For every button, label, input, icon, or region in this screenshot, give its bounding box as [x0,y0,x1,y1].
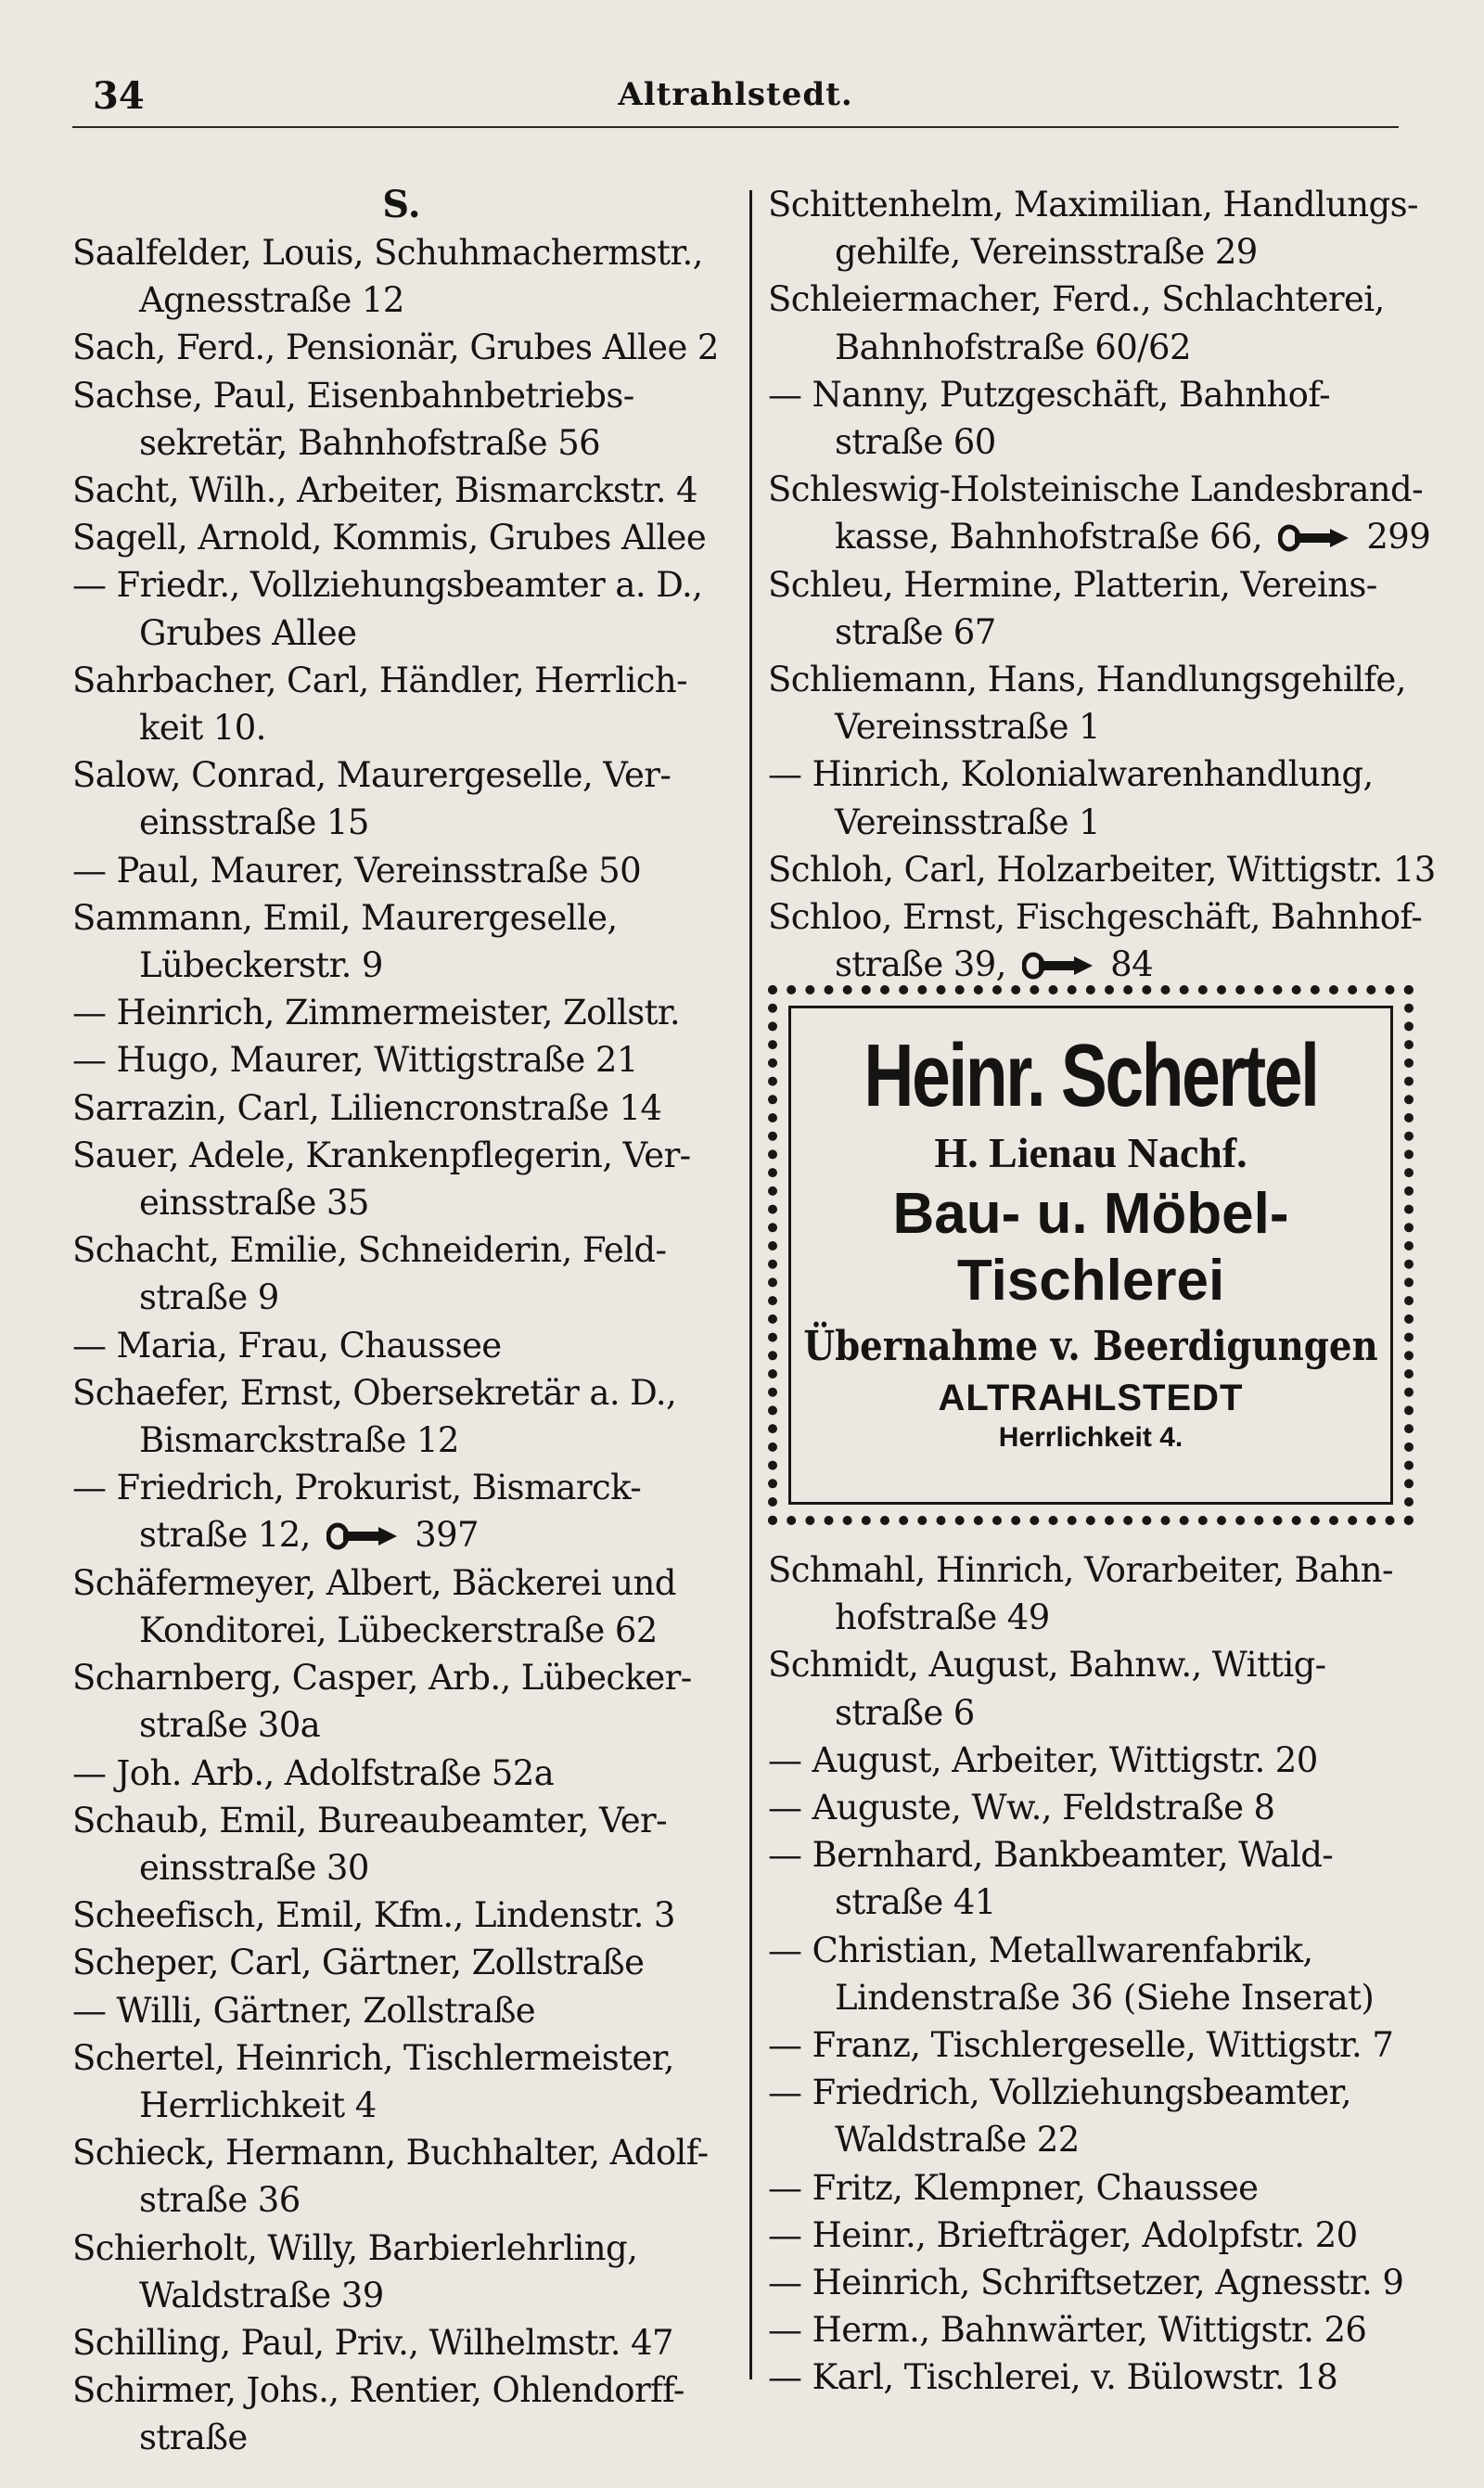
ad-street: Herrlichkeit 4. [998,1422,1183,1453]
entry-line: Schloo, Ernst, Fischgeschäft, Bahnhof- [768,897,1423,938]
entry-line: — August, Arbeiter, Wittigstr. 20 [768,1739,1318,1780]
advertisement-schertel [768,985,1414,1525]
entry-line: — Christian, Metallwarenfabrik, [768,1930,1313,1970]
entry-line: Scheefisch, Emil, Kfm., Lindenstr. 3 [72,1895,675,1936]
directory-entry [768,276,1426,370]
directory-entry [72,894,731,989]
entry-line: Schloh, Carl, Holzarbeiter, Wittigstr. 13 [768,849,1436,890]
directory-entry [72,372,731,467]
entry-line: Sach, Ferd., Pensionär, Grubes Allee 2 [72,327,719,368]
left-column [72,181,731,2462]
entry-continuation: Konditorei, Lübeckerstraße 62 [139,1610,658,1650]
entry-line: — Heinrich, Zimmermeister, Zollstr. [72,993,681,1033]
directory-entry [768,561,1426,656]
entry-line: Schierholt, Willy, Barbierlehrling, [72,2227,638,2268]
page-number: 34 [93,74,145,118]
entry-continuation: keit 10. [139,708,266,749]
telephone-icon [1022,952,1094,980]
entry-continuation: Waldstraße 22 [835,2120,1080,2161]
entry-line: — Friedrich, Vollziehungsbeamter, [768,2072,1351,2113]
right-top-entry-list [768,181,1436,988]
entry-continuation: hofstraße 49 [835,1597,1050,1638]
directory-entry [72,2366,731,2461]
entry-line: Schleswig-Holsteinische Landesbrand- [768,469,1424,510]
right-bottom-entry-list [768,1546,1426,2402]
entry-continuation: gehilfe, Vereinsstraße 29 [835,232,1258,273]
entry-line: — Bernhard, Bankbeamter, Wald- [768,1835,1334,1876]
entry-continuation: Lindenstraße 36 (Siehe Inserat) [835,1977,1375,2018]
directory-entry [768,846,1436,893]
entry-line: Sarrazin, Carl, Liliencronstraße 14 [72,1087,662,1128]
entry-continuation: straße 6 [835,1692,975,1733]
entry-line: Sacht, Wilh., Arbeiter, Bismarckstr. 4 [72,470,697,511]
section-letter: S. [382,183,421,226]
telephone-icon [1278,524,1350,552]
entry-line: Schirmer, Johs., Rentier, Ohlendorff- [72,2370,684,2411]
entry-line: — Karl, Tischlerei, v. Bülowstr. 18 [768,2357,1338,2398]
directory-entry [72,1464,731,1558]
entry-line: — Maria, Frau, Chaussee [72,1325,502,1366]
column-divider [749,190,752,2379]
entry-continuation: Grubes Allee [139,612,357,653]
directory-entry [72,751,731,846]
directory-entry [768,2021,1426,2069]
entry-continuation: straße 36 [139,2180,301,2221]
entry-continuation: Vereinsstraße 1 [835,707,1100,748]
directory-entry [72,1559,731,1654]
entry-continuation: straße [139,2417,248,2458]
entry-continuation: straße 30a [139,1705,321,1746]
entry-line: Schleiermacher, Ferd., Schlachterei, [768,279,1385,320]
directory-entry [768,371,1426,466]
entry-continuation: straße 41 [835,1882,996,1923]
directory-entry [72,1036,731,1084]
directory-entry [72,514,731,561]
entry-line: — Hinrich, Kolonialwarenhandlung, [768,754,1374,795]
entry-line: — Joh. Arb., Adolfstraße 52a [72,1752,555,1793]
entry-line: — Fritz, Klempner, Chaussee [768,2167,1259,2208]
directory-entry [768,1784,1426,1831]
entry-line: Schittenhelm, Maximilian, Handlungs- [768,185,1418,224]
entry-continuation: straße 12, 397 [139,1515,479,1556]
directory-entry [72,1369,731,1464]
directory-entry [768,893,1426,988]
directory-entry [768,1737,1426,1784]
entry-line: Scharnberg, Casper, Arb., Lübecker- [72,1658,692,1699]
entry-line: Schäfermeyer, Albert, Bäckerei und [72,1562,676,1603]
entry-line: Sachse, Paul, Eisenbahnbetriebs- [72,375,634,416]
entry-continuation: straße 60 [835,422,996,463]
entry-line: Schieck, Hermann, Buchhalter, Adolf- [72,2133,709,2174]
right-column-bottom [768,1546,1426,2402]
directory-entry [72,1892,731,1939]
directory-entry [768,2212,1426,2259]
directory-entry [72,1084,731,1132]
entry-continuation: Lübeckerstr. 9 [139,945,383,986]
directory-entry [72,1750,731,1797]
entry-line: — Franz, Tischlergeselle, Wittigstr. 7 [768,2025,1394,2066]
entry-continuation: straße 67 [835,611,996,652]
directory-entry [72,2034,731,2129]
entry-line: Schmidt, August, Bahnw., Wittig- [768,1645,1326,1686]
directory-entry [72,229,731,324]
directory-entry [72,1654,731,1749]
directory-entry [768,2164,1426,2212]
directory-entry [768,1927,1426,2021]
entry-line: — Nanny, Putzgeschäft, Bahnhof- [768,374,1331,415]
directory-entry [72,561,731,656]
entry-continuation: Vereinsstraße 1 [835,802,1100,842]
directory-entry [72,1987,731,2034]
directory-entry [768,2306,1426,2353]
directory-entry [768,1546,1426,1641]
entry-line: Schertel, Heinrich, Tischlermeister, [72,2037,674,2078]
entry-continuation: Agnesstraße 12 [139,280,404,321]
place-title: Altrahlstedt. [618,76,853,113]
entry-line: Sammann, Emil, Maurergeselle, [72,897,618,938]
entry-line: Saalfelder, Louis, Schuhmachermstr., [72,233,703,273]
advertisement-frame [788,1006,1393,1505]
ad-trade-line1: Bau- u. Möbel- [892,1182,1289,1246]
directory-entry [72,1322,731,1369]
directory-entry [72,1226,731,1321]
entry-continuation: Herrlichkeit 4 [139,2084,377,2125]
entry-line: Schliemann, Hans, Handlungsgehilfe, [768,660,1406,700]
entry-line: Schleu, Hermine, Platterin, Vereins- [768,564,1377,605]
directory-entry [72,2319,731,2366]
ad-successor: H. Lienau Nachf. [934,1129,1247,1176]
directory-entry [72,467,731,514]
left-entry-list [72,229,731,2462]
directory-entry [72,2129,731,2224]
entry-line: Schaub, Emil, Bureaubeamter, Ver- [72,1800,668,1840]
directory-entry [768,2353,1426,2401]
entry-line: — Herm., Bahnwärter, Wittigstr. 26 [768,2310,1367,2351]
entry-line: — Willi, Gärtner, Zollstraße [72,1990,536,2031]
directory-entry [72,657,731,751]
entry-line: Schilling, Paul, Priv., Wilhelmstr. 47 [72,2322,673,2363]
entry-line: — Friedrich, Prokurist, Bismarck- [72,1468,642,1508]
directory-entry [768,750,1426,845]
entry-line: Sauer, Adele, Krankenpflegerin, Ver- [72,1135,691,1175]
entry-line: Scheper, Carl, Gärtner, Zollstraße [72,1943,645,1983]
directory-entry [72,1939,731,1986]
entry-continuation: einsstraße 35 [139,1183,369,1224]
ad-trade-line2: Tischlerei [956,1249,1225,1313]
entry-continuation: straße 39, 84 [835,944,1154,985]
directory-entry [768,1641,1426,1736]
entry-line: — Auguste, Ww., Feldstraße 8 [768,1788,1275,1828]
ad-company-name: Heinr. Schertel [864,1026,1318,1125]
entry-line: Schmahl, Hinrich, Vorarbeiter, Bahn- [768,1550,1393,1590]
entry-continuation: kasse, Bahnhofstraße 66, 299 [835,517,1431,558]
entry-continuation: Waldstraße 39 [139,2275,384,2315]
directory-entry [72,1132,731,1226]
running-head [72,67,1399,132]
directory-entry [72,989,731,1036]
directory-entry [768,1831,1426,1926]
entry-continuation: straße 9 [139,1277,279,1318]
entry-continuation: sekretär, Bahnhofstraße 56 [139,422,601,463]
entry-line: Salow, Conrad, Maurergeselle, Ver- [72,755,672,796]
header-rule [72,126,1399,128]
entry-continuation: Bismarckstraße 12 [139,1420,459,1461]
entry-line: — Heinr., Briefträger, Adolpfstr. 20 [768,2214,1358,2255]
entry-line: — Heinrich, Schriftsetzer, Agnesstr. 9 [768,2263,1404,2303]
ad-service: Übernahme v. Beerdigungen [803,1323,1378,1370]
directory-entry [768,2259,1426,2306]
telephone-icon [326,1522,399,1550]
directory-entry [768,2069,1426,2163]
entry-line: Schaefer, Ernst, Obersekretär a. D., [72,1372,677,1413]
entry-line: — Friedr., Vollziehungsbeamter a. D., [72,565,703,606]
directory-entry [72,847,731,894]
directory-entry [72,2225,731,2319]
directory-entry [768,181,1426,276]
entry-line: Sagell, Arnold, Kommis, Grubes Allee [72,518,707,558]
directory-entry [72,324,731,371]
directory-entry [768,656,1426,750]
entry-continuation: einsstraße 15 [139,802,369,843]
entry-line: — Hugo, Maurer, Wittigstraße 21 [72,1040,638,1081]
directory-entry [72,1797,731,1892]
ad-town: ALTRAHLSTEDT [938,1378,1244,1418]
entry-line: Schacht, Emilie, Schneiderin, Feld- [72,1230,667,1271]
entry-continuation: einsstraße 30 [139,1847,369,1888]
entry-line: — Paul, Maurer, Vereinsstraße 50 [72,850,642,891]
entry-continuation: Bahnhofstraße 60/62 [835,327,1191,367]
right-column-top [768,181,1436,988]
entry-line: Sahrbacher, Carl, Händler, Herrlich- [72,660,688,700]
directory-entry [768,466,1431,560]
